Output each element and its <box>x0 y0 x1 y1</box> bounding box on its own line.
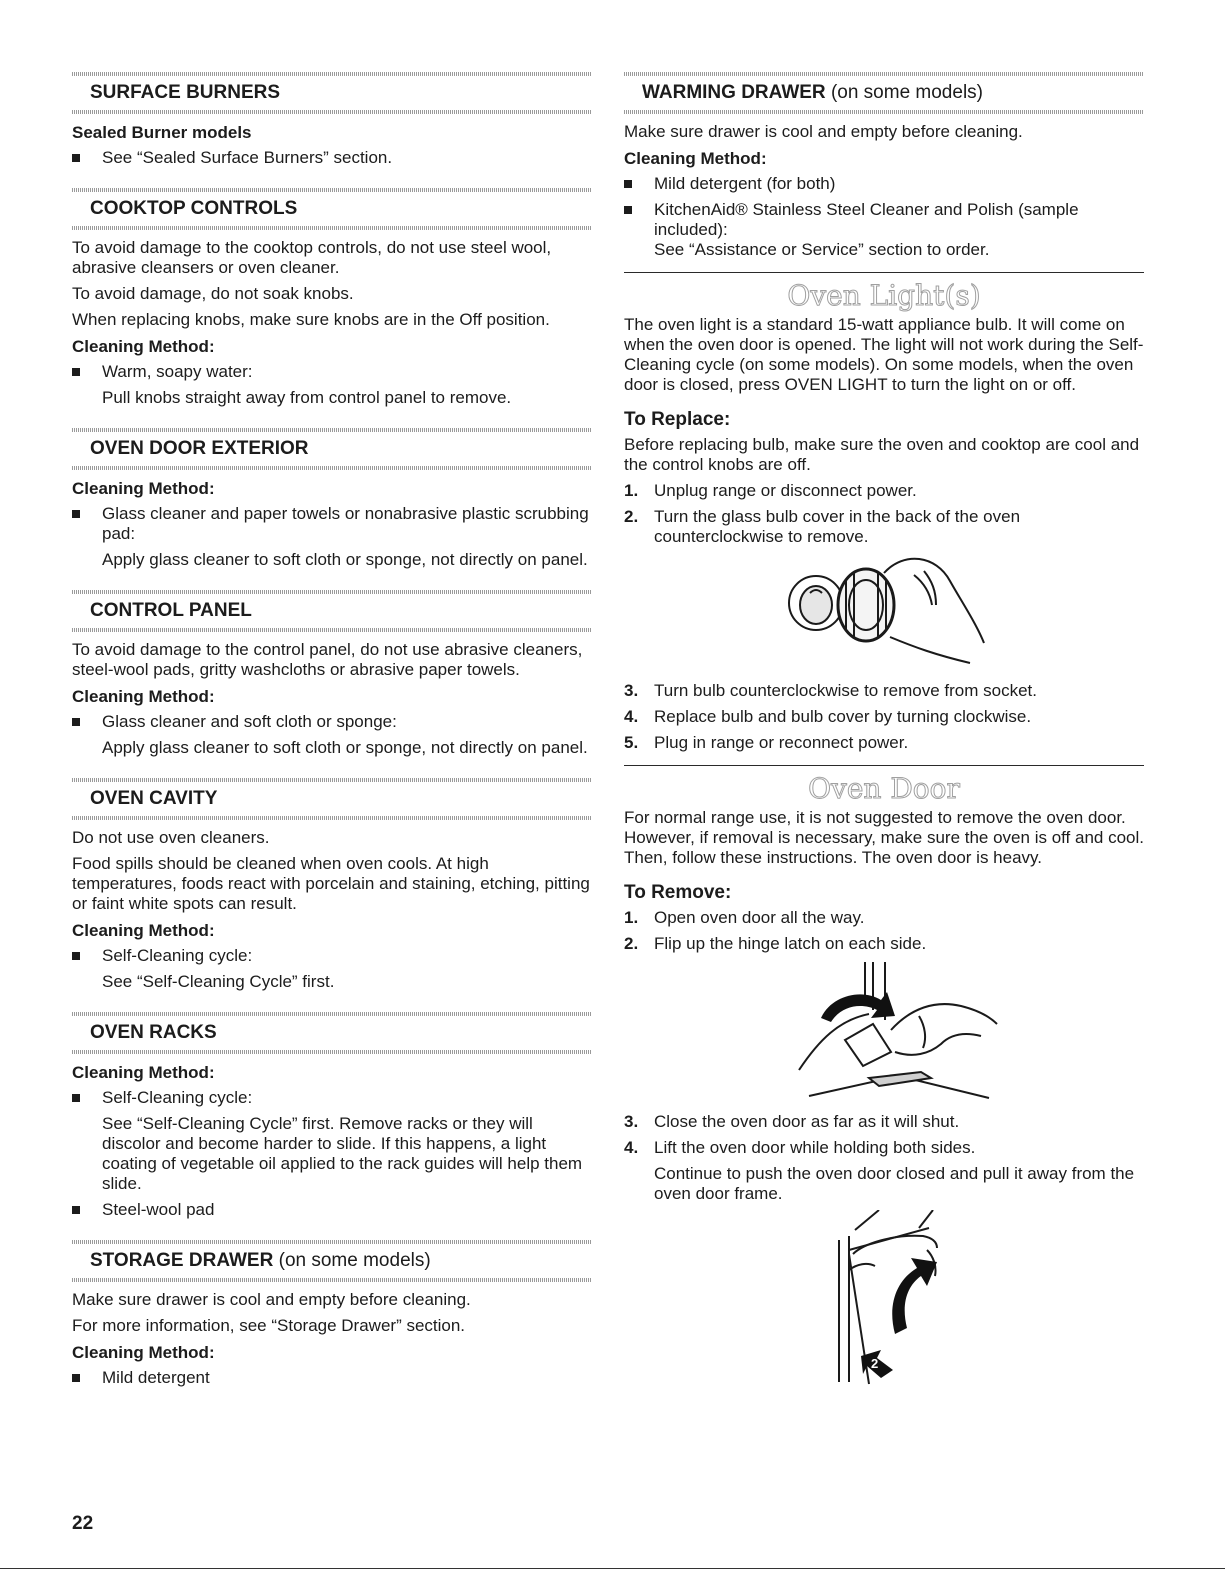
cleaning-method-label: Cleaning Method: <box>72 921 215 940</box>
step-item <box>624 934 1144 954</box>
bullet-detail: See “Self-Cleaning Cycle” first. <box>102 972 335 991</box>
step-item <box>624 1138 1144 1158</box>
bullet-item: Glass cleaner and soft cloth or sponge: <box>72 712 592 732</box>
step-text: Replace bulb and bulb cover by turning clockwise. <box>654 707 1032 726</box>
figure-label-1: 1 <box>913 1290 921 1305</box>
left-column <box>72 72 592 1394</box>
step-text: Plug in range or reconnect power. <box>654 733 909 752</box>
step-text: Flip up the hinge latch on each side. <box>654 934 927 953</box>
bullet-detail: Apply glass cleaner to soft cloth or sponge, not directly on panel. <box>102 550 588 569</box>
step-detail: Continue to push the oven door closed and pull it away from the oven door frame. <box>654 1164 1135 1203</box>
to-replace-heading: To Replace: <box>624 409 731 430</box>
section-header-control-panel <box>72 590 592 632</box>
bullet-item: Glass cleaner and paper towels or nonabrasive plastic scrubbing pad: <box>72 504 592 544</box>
cleaning-method-label: Cleaning Method: <box>72 479 215 498</box>
section-header-oven-cavity <box>72 778 592 820</box>
step-number: 3. <box>624 1112 639 1131</box>
bullet-detail: See “Self-Cleaning Cycle” first. Remove racks or they will discolor and become harder to slide. If this happens, a light coating of vegetable oil applied to the rack guides will help them slide. <box>102 1114 583 1193</box>
bottom-rule <box>0 1568 1225 1569</box>
bullet-item: Mild detergent <box>72 1368 592 1388</box>
section-title-suffix: (on some models) <box>278 1250 431 1271</box>
section-header-oven-racks <box>72 1012 592 1054</box>
paragraph: For normal range use, it is not suggested to remove the oven door. However, if removal is necessary, make sure the oven is off and cool. Then, follow these instructions. The oven door is heavy. <box>624 808 1145 867</box>
section-title: OVEN CAVITY <box>90 788 218 809</box>
section-divider <box>624 765 1144 766</box>
bullet-item: Warm, soapy water: <box>72 362 592 382</box>
step-number: 4. <box>624 1138 639 1157</box>
step-item <box>624 481 1144 501</box>
bullet-item: Self-Cleaning cycle: <box>72 1088 592 1108</box>
paragraph: To avoid damage to the cooktop controls, do not use steel wool, abrasive cleansers or oven cleaner. <box>72 238 552 277</box>
step-item <box>624 681 1144 701</box>
paragraph: Make sure drawer is cool and empty before cleaning. <box>72 1290 471 1309</box>
step-text: Turn the glass bulb cover in the back of the oven counterclockwise to remove. <box>654 507 1021 546</box>
paragraph: Make sure drawer is cool and empty before cleaning. <box>624 122 1023 141</box>
cleaning-method-label: Cleaning Method: <box>72 1063 215 1082</box>
figure-label-2: 2 <box>871 1356 879 1371</box>
section-title-main: WARMING DRAWER <box>642 82 826 103</box>
paragraph: For more information, see “Storage Drawer” section. <box>72 1316 466 1335</box>
step-number: 2. <box>624 934 639 953</box>
step-item <box>624 733 1144 753</box>
section-title: OVEN RACKS <box>90 1022 217 1043</box>
paragraph: When replacing knobs, make sure knobs are in the Off position. <box>72 310 550 329</box>
step-item <box>624 1112 1144 1132</box>
subheading: Sealed Burner models <box>72 123 252 142</box>
step-number: 3. <box>624 681 639 700</box>
step-number: 1. <box>624 908 639 927</box>
bullet-detail: Pull knobs straight away from control panel to remove. <box>102 388 512 407</box>
paragraph: The oven light is a standard 15-watt appliance bulb. It will come on when the oven door is opened. The light will not work during the Self-Cleaning cycle (on some models). On some models, when the oven door is closed, press OVEN LIGHT to turn the light on or off. <box>624 315 1144 394</box>
oven-door-title: Oven Door <box>808 772 960 805</box>
bullet-item: See “Sealed Surface Burners” section. <box>72 148 592 168</box>
section-divider <box>624 272 1144 273</box>
step-text: Turn bulb counterclockwise to remove from socket. <box>654 681 1037 700</box>
door-removal-illustration <box>809 1210 959 1386</box>
step-text: Open oven door all the way. <box>654 908 865 927</box>
bullet-detail: See “Assistance or Service” section to order. <box>654 240 990 259</box>
section-header-surface-burners <box>72 72 592 114</box>
section-header-storage-drawer <box>72 1240 592 1282</box>
paragraph: To avoid damage to the control panel, do not use abrasive cleaners, steel-wool pads, gritty washcloths or abrasive paper towels. <box>72 640 583 679</box>
cleaning-method-label: Cleaning Method: <box>624 149 767 168</box>
section-title <box>624 82 1144 104</box>
step-number: 5. <box>624 733 639 752</box>
section-title: CONTROL PANEL <box>90 600 252 621</box>
step-item <box>624 707 1144 727</box>
section-header-warming-drawer <box>624 72 1144 114</box>
right-column <box>624 72 1144 1392</box>
bullet-item: Steel-wool pad <box>72 1200 592 1220</box>
paragraph: Food spills should be cleaned when oven cools. At high temperatures, foods react with porcelain and staining, etching, pitting or faint white spots can result. <box>72 854 590 913</box>
section-title: OVEN DOOR EXTERIOR <box>90 438 309 459</box>
step-item <box>624 507 1144 547</box>
paragraph: To avoid damage, do not soak knobs. <box>72 284 354 303</box>
step-number: 2. <box>624 507 639 526</box>
oven-lights-title: Oven Light(s) <box>787 279 981 312</box>
paragraph: Do not use oven cleaners. <box>72 828 270 847</box>
page-number: 22 <box>72 1513 94 1534</box>
cleaning-method-label: Cleaning Method: <box>72 687 215 706</box>
step-text: Close the oven door as far as it will shut. <box>654 1112 960 1131</box>
bulb-cover-illustration <box>774 553 994 675</box>
paragraph: Before replacing bulb, make sure the oven and cooktop are cool and the control knobs are off. <box>624 435 1140 474</box>
cleaning-method-label: Cleaning Method: <box>72 1343 215 1362</box>
bullet-item: Mild detergent (for both) <box>624 174 1144 194</box>
to-remove-heading: To Remove: <box>624 882 732 903</box>
section-header-cooktop-controls <box>72 188 592 230</box>
step-text: Lift the oven door while holding both sides. <box>654 1138 976 1157</box>
section-title: SURFACE BURNERS <box>90 82 281 103</box>
step-number: 4. <box>624 707 639 726</box>
bullet-item <box>624 200 1144 260</box>
bullet-item: Self-Cleaning cycle: <box>72 946 592 966</box>
step-number: 1. <box>624 481 639 500</box>
bullet-detail: Apply glass cleaner to soft cloth or sponge, not directly on panel. <box>102 738 588 757</box>
step-item <box>624 908 1144 928</box>
step-text: Unplug range or disconnect power. <box>654 481 917 500</box>
section-title-main: STORAGE DRAWER <box>90 1250 274 1271</box>
bullet-text: KitchenAid® Stainless Steel Cleaner and Polish (sample included): <box>654 200 1079 239</box>
section-title: COOKTOP CONTROLS <box>90 198 298 219</box>
section-title-suffix: (on some models) <box>830 82 983 103</box>
hinge-latch-illustration <box>769 960 999 1106</box>
cleaning-method-label: Cleaning Method: <box>72 337 215 356</box>
section-title <box>72 1250 592 1272</box>
section-header-oven-door-exterior <box>72 428 592 470</box>
